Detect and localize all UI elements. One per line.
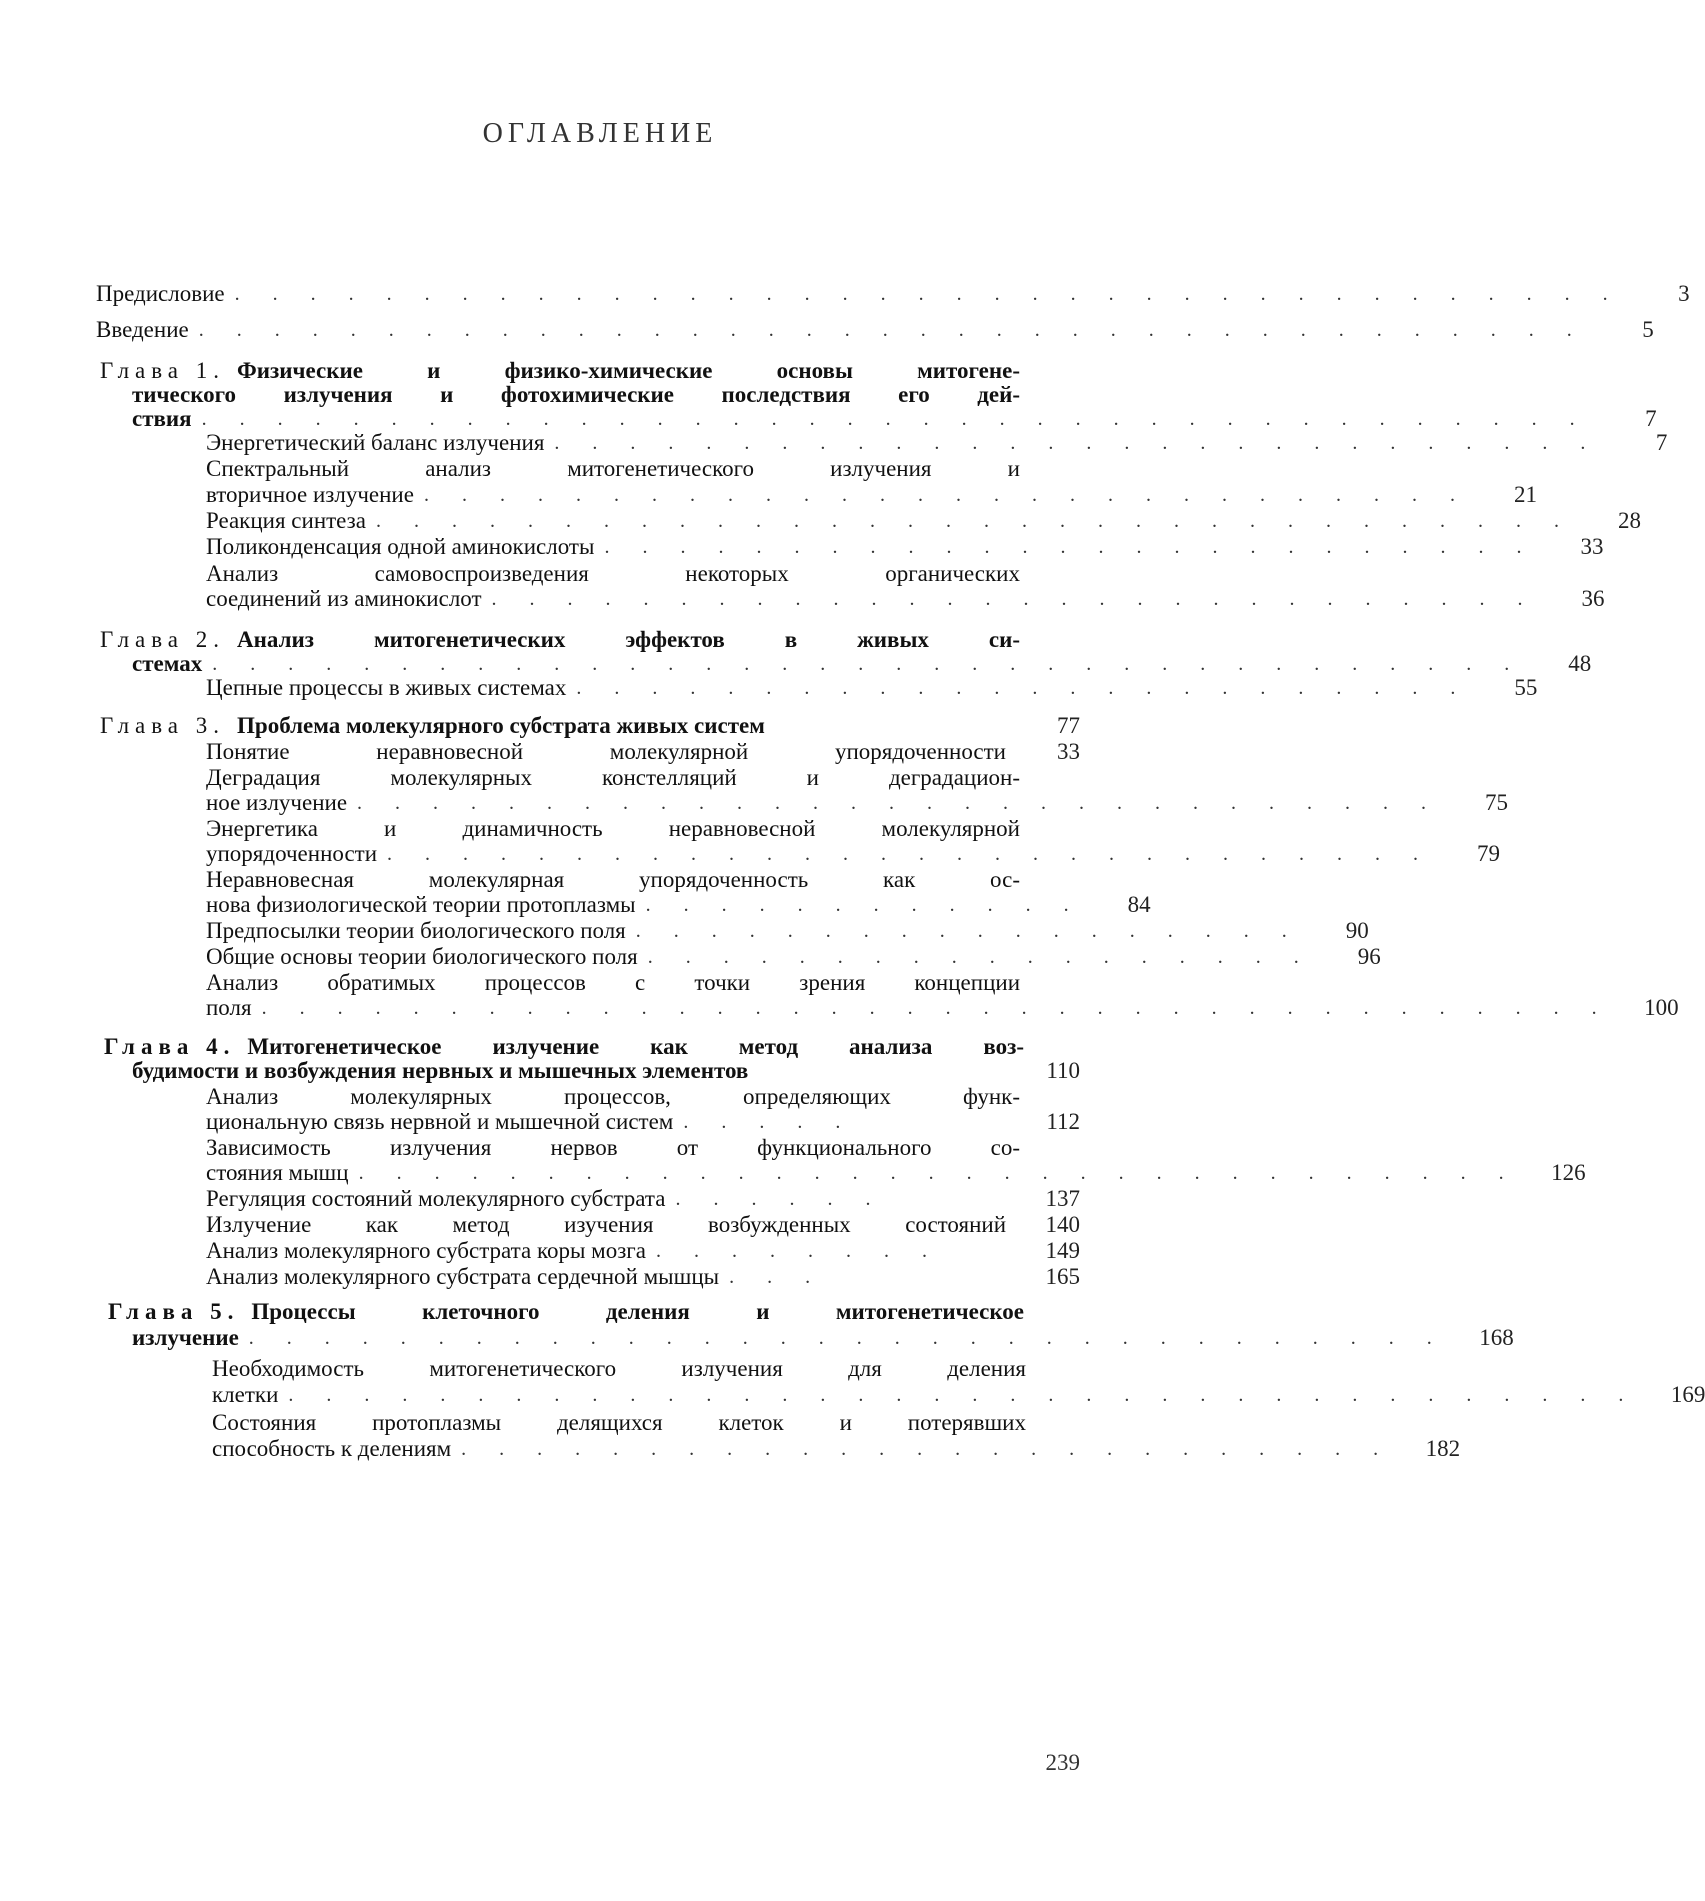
chapter-label: Глава 5. xyxy=(108,1299,240,1324)
toc-entry[interactable]: Анализ молекулярного субстрата коры мозга . . . . . . . . 149 xyxy=(206,1238,1080,1263)
toc-entry[interactable]: Анализ обратимых процессов с точки зрения концепции xyxy=(206,970,1020,995)
toc-entry[interactable]: Анализ молекулярных процессов, определяющих функ- xyxy=(206,1084,1020,1109)
toc-entry[interactable]: Анализ молекулярного субстрата сердечной мышцы . . . 165 xyxy=(206,1264,1080,1289)
page-number: 5 xyxy=(1642,317,1654,342)
toc-entry[interactable]: Цепные процессы в живых системах . . . . . . . . . . . . . . . . . . . . . . . . 55 xyxy=(206,675,1538,700)
page-number: 110 xyxy=(1046,1058,1080,1083)
toc-entry[interactable]: Спектральный анализ митогенетического излучения и xyxy=(206,456,1020,481)
chapter-5-line-1[interactable] xyxy=(108,1298,1024,1326)
toc-entry[interactable]: Предпосылки теории биологического поля . . . . . . . . . . . . . . . . . . 90 xyxy=(206,918,1369,943)
page-number: 36 xyxy=(1581,586,1605,611)
entry-title: Введение xyxy=(96,317,189,342)
chapter-1-line-2: тического излучения и фотохимические последствия его дей- xyxy=(132,382,1020,407)
page-number: 55 xyxy=(1514,675,1538,700)
page-number: 33 xyxy=(1580,534,1604,559)
table-of-contents: Предисловие . . . . . . . . . . . . . . . . . . . . . . . . . . . . . . . . . . . . . 3 Введение . . . . . . . . . . . . . . . . . . . . . . . . . . . . . . . . . . . . . 5 Глава 1. Физические и физико-химические основы митогене- тического излучения и фотохимические последствия его дей- ствия . . . . . . . . . . . . . . . . . . . . . . . . . . . . . . . . . . . . . 7 Энергетический баланс излучения . . . . . . . . . . . . . . . . . . . . . . . . . . . . 7 Спектральный анализ митогенетического излучения и вторичное излучение . . . . . . . . . . . . . . . . . . . . . . . . . . . . 21 Реакция синтеза . . . . . . . . . . . . . . . . . . . . . . . . . . . . . . . . 28 Поликонденсация одной аминокислоты . . . . . . . . . . . . . . . . . . . . . . . . . 33 Анализ самовоспроизведения некоторых органических соединений из аминокислот . . . . . . . . . . . . . . . . . . . . . . . . . . . . 36 Глава 2. Анализ митогенетических эффектов в живых си- стемах . . . . . . . . . . . . . . . . . . . . . . . . . . . . . . . . . . . 48 Цепные процессы в живых системах . . . . . . . . . . . . . . . . . . . . . . . . 55 Глава 3. Проблема молекулярного субстрата живых систем 77 Понятие неравновесной молекулярной упорядоченности 33 Деградация молекулярных констелляций и деградацион- ное излучение . . . . . . . . . . . . . . . . . . . . . . . . . . . . . 75 Энергетика и динамичность неравновесной молекулярной упорядоченности . . . . . . . . . . . . . . . . . . . . . . . . . . . . 79 Неравновесная молекулярная упорядоченность как ос- нова физиологической теории протоплазмы . . . . . . . . . . . . 84 Предпосылки теории биологического поля . . . . . . . . . . . . . . . . . . 90 Общие основы теории биологического поля . . . . . . . . . . . . . . . . . . 96 Анализ обратимых процессов с точки зрения концепции поля . . . . . . . . . . . . . . . . . . . . . . . . . . . . . . . . . . . . 100 Глава 4. Митогенетическое излучение как метод анализа воз- будимости и возбуждения нервных и мышечных элементов 110 Анализ молекулярных процессов, определяющих функ- циональную связь нервной и мышечной систем . . . . . 112 Зависимость излучения нервов от функционального со- стояния мышц . . . . . . . . . . . . . . . . . . . . . . . . . . . . . . . 126 Регуляция состояний молекулярного субстрата . . . . . . 137 Излучение как метод изучения возбужденных состояний 140 Анализ молекулярного субстрата коры мозга . . . . . . . . 149 Анализ молекулярного субстрата сердечной мышцы . . . 165 Глава 5. Процессы клеточного деления и митогенетическое излучение . . . . . . . . . . . . . . . . . . . . . . . . . . . . . . . . 168 Необходимость митогенетического излучения для деления клетки . . . . . . . . . . . . . . . . . . . . . . . . . . . . . . . . . . . . 169 Состояния протоплазмы делящихся клеток и потерявших способность к делениям . . . . . . . . . . . . . . . . . . . . . . . . . 182 xyxy=(96,281,1705,1461)
toc-entry[interactable]: Энергетический баланс излучения . . . . . . . . . . . . . . . . . . . . . . . . . . . . 7 xyxy=(206,430,1668,455)
page-number: 137 xyxy=(1045,1186,1080,1211)
toc-entry[interactable]: Зависимость излучения нервов от функционального со- xyxy=(206,1135,1020,1160)
page-number: 84 xyxy=(1127,892,1151,917)
page-number: 75 xyxy=(1485,790,1509,815)
page-number: 169 xyxy=(1670,1382,1705,1407)
toc-entry[interactable]: Состояния протоплазмы делящихся клеток и потерявших xyxy=(212,1410,1026,1435)
page-number: 90 xyxy=(1345,918,1369,943)
page-number: 140 xyxy=(1045,1212,1080,1237)
toc-entry[interactable]: Деградация молекулярных констелляций и деградацион- xyxy=(206,765,1020,790)
toc-entry[interactable]: Необходимость митогенетического излучения для деления xyxy=(212,1356,1026,1381)
page-title: ОГЛАВЛЕНИЕ xyxy=(482,118,718,149)
chapter-title: Процессы клеточного деления и митогенетическое xyxy=(251,1299,1024,1324)
page-number: 182 xyxy=(1425,1436,1461,1461)
toc-entry[interactable]: Поликонденсация одной аминокислоты . . . . . . . . . . . . . . . . . . . . . . . . . 33 xyxy=(206,534,1604,559)
chapter-title: Физические и физико-химические основы митогене- xyxy=(237,358,1020,383)
page-number: 149 xyxy=(1045,1238,1080,1263)
page-number: 77 xyxy=(1057,713,1080,738)
page-number: 7 xyxy=(1645,406,1657,431)
chapter-label: Глава 3. xyxy=(100,713,226,738)
page-number: 79 xyxy=(1477,841,1501,866)
toc-entry[interactable]: Анализ самовоспроизведения некоторых органических xyxy=(206,561,1020,586)
entry-title: Предисловие xyxy=(96,281,225,306)
page-number: 112 xyxy=(1046,1109,1080,1134)
page-number: 168 xyxy=(1479,1325,1514,1350)
chapter-3-line-1[interactable] xyxy=(100,712,1080,740)
toc-entry[interactable]: Излучение как метод изучения возбужденных состояний 140 xyxy=(206,1212,1080,1237)
page-number: 96 xyxy=(1357,944,1381,969)
page-number: 7 xyxy=(1655,430,1668,455)
chapter-label: Глава 1. xyxy=(100,358,226,383)
toc-entry[interactable]: Энергетика и динамичность неравновесной молекулярной xyxy=(206,816,1020,841)
page-number: 165 xyxy=(1045,1264,1080,1289)
page-number: 33 xyxy=(1057,739,1080,764)
chapter-label: Глава 2. xyxy=(100,627,226,652)
toc-entry[interactable]: Неравновесная молекулярная упорядоченность как ос- xyxy=(206,867,1020,892)
toc-entry-preface[interactable]: Предисловие . . . . . . . . . . . . . . . . . . . . . . . . . . . . . . . . . . . . . 3 xyxy=(96,281,1690,306)
toc-entry-introduction[interactable]: Введение . . . . . . . . . . . . . . . . . . . . . . . . . . . . . . . . . . . . . 5 xyxy=(96,317,1654,342)
page-number: 126 xyxy=(1551,1160,1586,1185)
chapter-title: Митогенетическое излучение как метод анализа воз- xyxy=(247,1034,1024,1059)
chapter-label: Глава 4. xyxy=(104,1034,236,1059)
chapter-title: Анализ митогенетических эффектов в живых си- xyxy=(237,627,1020,652)
page-number: 100 xyxy=(1644,995,1679,1020)
final-page-number: 239 xyxy=(1045,1750,1080,1775)
page-number: 3 xyxy=(1678,281,1690,306)
toc-entry[interactable]: Регуляция состояний молекулярного субстрата . . . . . . 137 xyxy=(206,1186,1080,1211)
page-number: 48 xyxy=(1568,651,1592,676)
chapter-title: Проблема молекулярного субстрата живых систем xyxy=(237,713,765,738)
page-number: 21 xyxy=(1513,482,1537,507)
toc-entry[interactable]: Реакция синтеза . . . . . . . . . . . . . . . . . . . . . . . . . . . . . . . . 28 xyxy=(206,508,1641,533)
toc-entry[interactable]: Общие основы теории биологического поля . . . . . . . . . . . . . . . . . . 96 xyxy=(206,944,1381,969)
page-number: 28 xyxy=(1617,508,1641,533)
toc-entry[interactable]: Понятие неравновесной молекулярной упорядоченности 33 xyxy=(206,739,1080,764)
chapter-1-line-3: ствия . . . . . . . . . . . . . . . . . . . . . . . . . . . . . . . . . . . . . 7 xyxy=(132,406,1657,431)
